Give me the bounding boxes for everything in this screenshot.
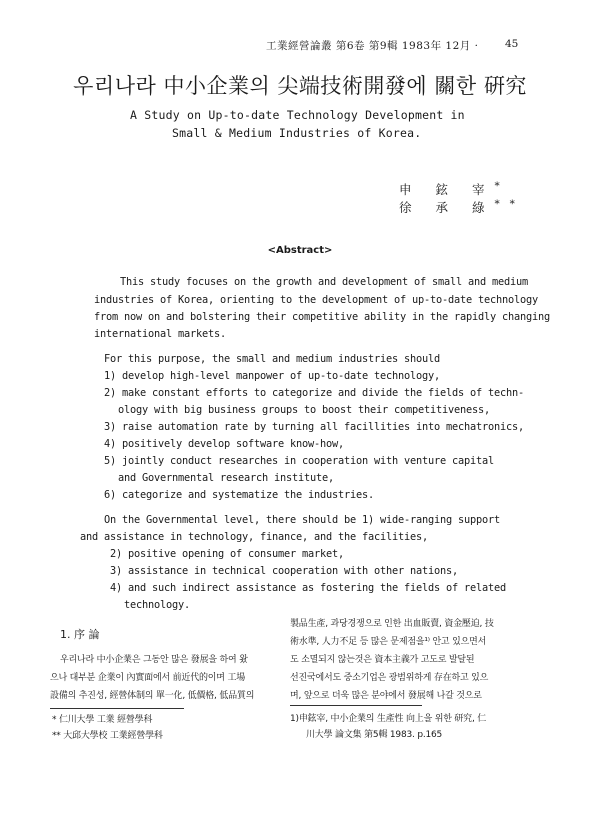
abstract-p3-line: 4) and such indirect assistance as fostering the fields of related (110, 582, 506, 594)
author-2 (399, 198, 525, 216)
footnote-divider-right (290, 705, 422, 706)
author-2-mark: ** (494, 198, 525, 210)
body-right-line: 도 소멸되지 않는것은 資本主義가 고도로 발달된 (290, 655, 475, 665)
body-right-line: 術水準, 人力不足 등 많은 문제점을¹⁾ 안고 있으면서 (290, 637, 487, 647)
page-number: 45 (505, 38, 519, 50)
body-right-line: 며, 앞으로 더욱 많은 분야에서 發展해 나갈 것으로 (290, 691, 482, 701)
abstract-p3-line: and assistance in technology, finance, and the facilities, (80, 531, 428, 543)
section-heading: 1. 序 論 (60, 628, 100, 641)
footnote-reference-line: 1)申鉉宰, 中小企業의 生產性 向上을 위한 研究, 仁 (290, 714, 487, 724)
abstract-p2-line: 4) positively develop software know-how, (104, 438, 344, 450)
abstract-heading: <Abstract> (267, 245, 333, 256)
english-title-line-2: Small & Medium Industries of Korea. (172, 126, 422, 140)
abstract-p2-line: ology with big business groups to boost their competitiveness, (118, 404, 490, 416)
footnote-reference-line: 川大學 論文集 第5輯 1983. p.165 (306, 730, 443, 740)
abstract-p2-line: 5) jointly conduct researches in cooperation with venture capital (104, 455, 494, 467)
abstract-p1-line: from now on and bolstering their competitive ability in the rapidly changing (94, 311, 550, 323)
abstract-p1-line: industries of Korea, orienting to the development of up-to-date technology (94, 294, 538, 306)
journal-header: 工業經營論叢 第6卷 第9輯 1983年 12月 · (266, 40, 479, 52)
abstract-p1-line: international markets. (94, 328, 226, 340)
body-left-line: 設備의 추진성, 經營体制의 單一化, 低價格, 低品質의 (50, 691, 255, 701)
footnote-affiliation-2: ** 大邱大學校 工業經營學科 (52, 731, 163, 741)
abstract-p3-line: technology. (124, 599, 190, 611)
english-title-line-1: A Study on Up-to-date Technology Development in (130, 108, 465, 122)
body-left-line: 우리나라 中小企業은 그동안 많은 發展을 하여 왔 (60, 655, 248, 665)
abstract-p2-line: 1) develop high-level manpower of up-to-date technology, (104, 370, 440, 382)
abstract-p3-line: On the Governmental level, there should be 1) wide-ranging support (104, 514, 500, 526)
body-left-line: 으나 대부분 企業이 內實面에서 前近代的이며 工場 (50, 673, 246, 683)
abstract-p2-line: 2) make constant efforts to categorize and divide the fields of techn- (104, 387, 524, 399)
footnote-divider-left (50, 708, 184, 709)
author-1-name: 申 鉉 宰 (399, 182, 495, 198)
abstract-p1-line: This study focuses on the growth and development of small and medium (120, 276, 528, 288)
author-1 (399, 180, 510, 198)
author-1-mark: * (494, 180, 510, 192)
author-2-name: 徐 承 綠 (399, 200, 495, 216)
footnote-affiliation-1: * 仁川大學 工業 經營學科 (52, 715, 153, 725)
abstract-p2-line: 3) raise automation rate by turning all facillities into mechatronics, (104, 421, 524, 433)
abstract-p2-line: For this purpose, the small and medium industries should (104, 353, 440, 365)
body-right-line: 製品生產, 과당경쟁으로 인한 出血販賣, 資金壓迫, 技 (290, 619, 494, 629)
abstract-p3-line: 2) positive opening of consumer market, (110, 548, 344, 560)
abstract-p2-line: and Governmental research institute, (118, 472, 334, 484)
korean-title: 우리나라 中小企業의 尖端技術開發에 關한 硏究 (73, 74, 527, 98)
abstract-p2-line: 6) categorize and systematize the industries. (104, 489, 374, 501)
abstract-p3-line: 3) assistance in technical cooperation with other nations, (110, 565, 458, 577)
body-right-line: 선진국에서도 중소기업은 광범위하게 存在하고 있으 (290, 673, 489, 683)
